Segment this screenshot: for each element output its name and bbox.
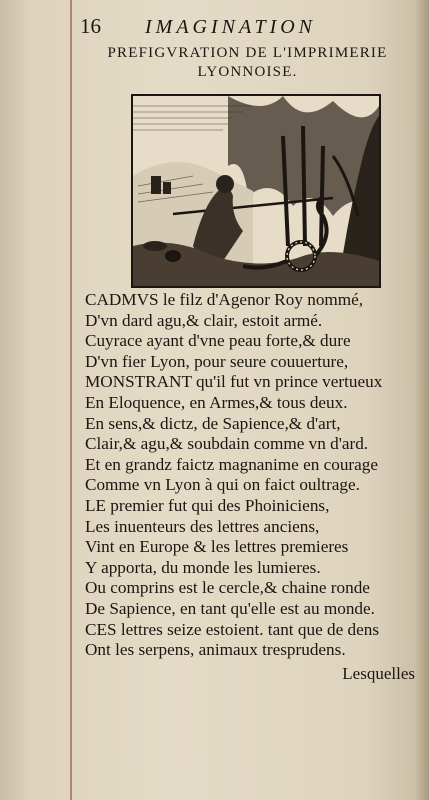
verse-line: Les inuenteurs des lettres anciens, — [85, 516, 320, 536]
verse-line: De Sapience, en tant qu'elle est au monde. — [85, 599, 375, 618]
page-number: 16 — [80, 14, 101, 38]
verse-line: Comme vn Lyon à qui on faict oultrage. — [85, 475, 360, 495]
woodcut-illustration — [131, 94, 381, 288]
running-head: IMAGINATION — [145, 16, 317, 38]
verse-line: CES lettres seize estoient. tant que de dens — [85, 619, 380, 639]
verse-line: Clair,& agu,& soubdain comme vn d'ard. — [85, 434, 369, 454]
verse-line: Ont les serpens, animaux tresprudens. — [85, 640, 346, 660]
page-edge — [415, 0, 429, 800]
verse-line: Y apporta, du monde les lumieres. — [85, 557, 321, 577]
verse-line: CADMVS le filz d'Agenor Roy nommé, — [85, 290, 364, 309]
title-line-1: PREFIGVRATION DE L'IMPRIMERIE — [107, 45, 388, 61]
margin-rule — [70, 0, 72, 800]
title-line-2: LYONNOISE. — [197, 64, 298, 80]
verse-line: D'vn fier Lyon, pour seure couuerture, — [85, 351, 349, 371]
verse-line: Vint en Europe & les lettres premieres — [85, 537, 349, 557]
catchword: Lesquelles — [342, 664, 415, 683]
verse-line: En sens,& dictz, de Sapience,& d'art, — [85, 413, 341, 433]
verse-line: En Eloquence, en Armes,& tous deux. — [85, 393, 348, 412]
verse-line: Et en grandz faictz magnanime en courage — [85, 454, 378, 474]
verse-line: Cuyrace ayant d'vne peau forte,& dure — [85, 331, 351, 351]
verse-line: D'vn dard agu,& clair, estoit armé. — [85, 310, 323, 330]
verse-line: Ou comprins est le cercle,& chaine ronde — [85, 578, 370, 598]
woodcut-illustration-icon — [133, 96, 379, 286]
verse-line: LE premier fut qui des Phoiniciens, — [85, 496, 330, 515]
verse-line: MONSTRANT qu'il fut vn prince vertueux — [85, 372, 383, 392]
